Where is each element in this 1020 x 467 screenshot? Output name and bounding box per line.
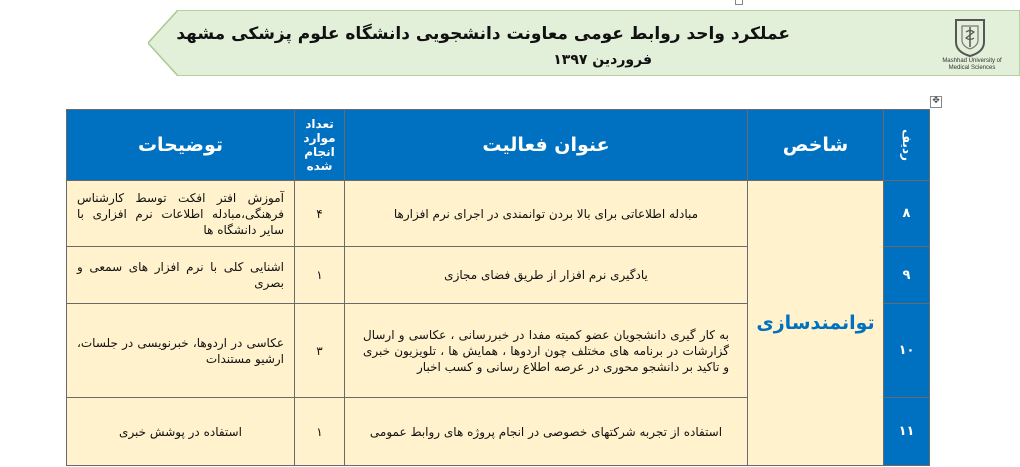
notes-cell: آموزش افتر افکت توسط کارشناس فرهنگی،مبادله اطلاعات نرم افزاری با سایر دانشگاه ها <box>67 181 295 247</box>
row-number: ۱۱ <box>884 398 930 466</box>
row-number: ۸ <box>884 181 930 247</box>
header-banner <box>148 10 1020 76</box>
table-row <box>67 181 930 247</box>
header-count: تعداد موارد انجام شده <box>295 110 345 181</box>
count-cell: ۴ <box>295 181 345 247</box>
table-header-row <box>67 110 930 181</box>
header-indicator: شاخص <box>748 110 884 181</box>
activity-cell: یادگیری نرم افزار از طریق فضای مجازی <box>345 247 748 304</box>
notes-cell: استفاده در پوشش خبری <box>67 398 295 466</box>
report-date: فروردین ۱۳۹۷ <box>553 52 652 68</box>
row-number: ۱۰ <box>884 304 930 398</box>
activities-table <box>66 109 930 466</box>
notes-cell: اشنایی کلی با نرم افزار های سمعی و بصری <box>67 247 295 304</box>
university-emblem-icon <box>948 14 992 58</box>
row-number: ۹ <box>884 247 930 304</box>
logo-caption: Mashhad University of Medical Sciences <box>942 58 1002 71</box>
header-notes: توضیحات <box>67 110 295 181</box>
page-edge-marker <box>735 0 743 5</box>
count-cell: ۱ <box>295 247 345 304</box>
count-cell: ۳ <box>295 304 345 398</box>
header-row-number: ردیف <box>884 110 930 181</box>
table-move-handle-icon[interactable]: ✥ <box>930 96 942 108</box>
activity-cell: استفاده از تجربه شرکتهای خصوصی در انجام پروژه های روابط عمومی <box>345 398 748 466</box>
activity-cell: به کار گیری دانشجویان عضو کمیته مفدا در خبررسانی ، عکاسی و ارسال گزارشات در برنامه های مختلف چون اردوها ، همایش ها ، تلویزیون خبری و تاکید بر دانشجو محوری در عرصه اطلاع رسانی و کسب اخبار <box>345 304 748 398</box>
notes-cell: عکاسی در اردوها، خبرنویسی در جلسات، ارشیو مستندات <box>67 304 295 398</box>
count-cell: ۱ <box>295 398 345 466</box>
indicator-category: توانمندسازی <box>748 181 884 466</box>
activity-cell: مبادله اطلاعاتی برای بالا بردن توانمندی در اجرای نرم افزارها <box>345 181 748 247</box>
page-title: عملکرد واحد روابط عومی معاونت دانشجویی دانشگاه علوم پزشکی مشهد <box>176 24 790 44</box>
header-activity-title: عنوان فعالیت <box>345 110 748 181</box>
